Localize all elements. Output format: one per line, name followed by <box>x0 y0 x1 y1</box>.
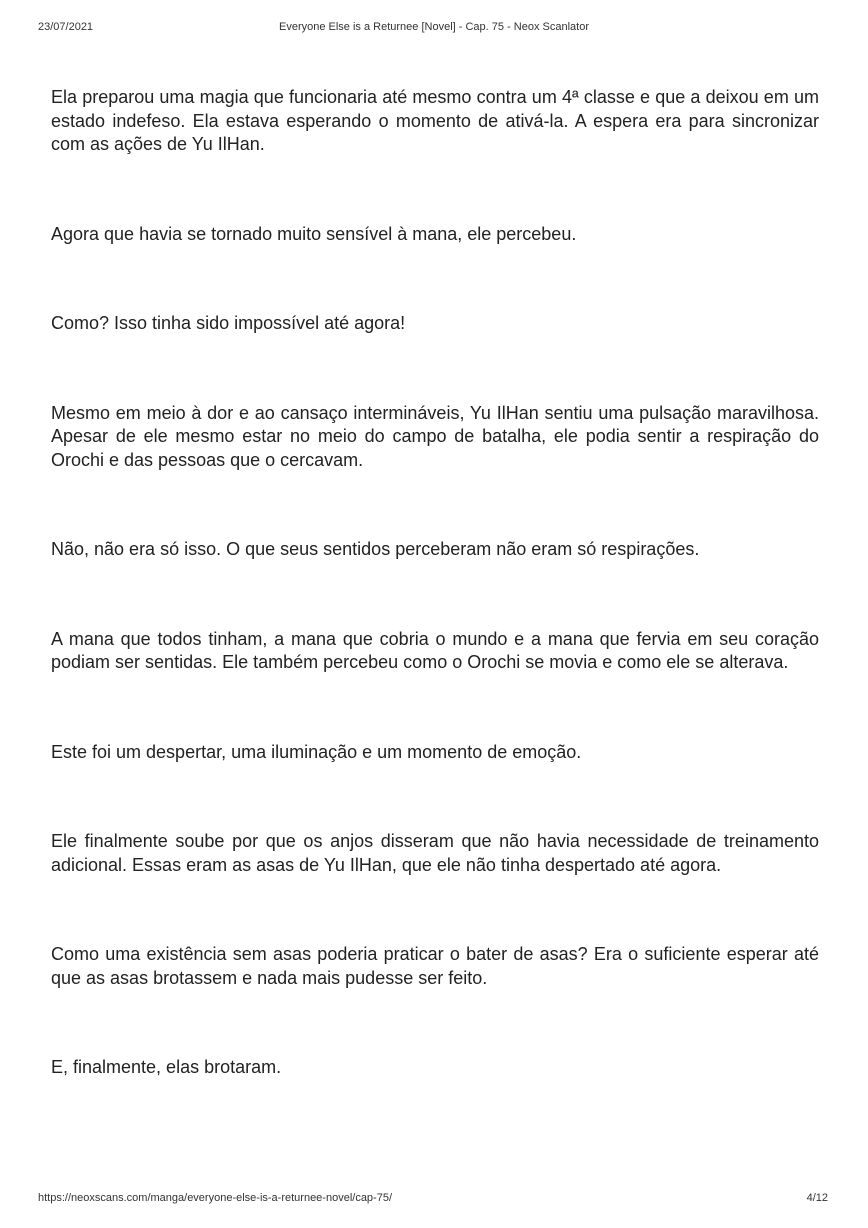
paragraph: Este foi um despertar, uma iluminação e um momento de emoção. <box>51 741 582 762</box>
page-footer <box>0 1192 868 1206</box>
source-url-link[interactable]: https://neoxscans.com/manga/everyone-else-is-a-returnee-novel/cap-75/ <box>38 1192 393 1204</box>
paragraph: Ele finalmente soube por que os anjos disseram que não havia necessidade de treinamento adicional. Essas eram as asas de Yu IlHan, que ele não tinha despertado até agora. <box>51 831 819 875</box>
paragraph: Agora que havia se tornado muito sensível à mana, ele percebeu. <box>51 223 577 244</box>
paragraph: A mana que todos tinham, a mana que cobria o mundo e a mana que fervia em seu coração podiam ser sentidas. Ele também percebeu como o Orochi se movia e como ele se alterava. <box>51 628 819 672</box>
page-header <box>0 21 868 35</box>
paragraph: Mesmo em meio à dor e ao cansaço intermináveis, Yu IlHan sentiu uma pulsação maravilhosa. Apesar de ele mesmo estar no meio do campo de batalha, ele podia sentir a respiração do Orochi e das pessoas que o cercavam. <box>51 402 819 470</box>
paragraph: Não, não era só isso. O que seus sentidos perceberam não eram só respirações. <box>51 539 700 559</box>
page-title: Everyone Else is a Returnee [Novel] - Cap. 75 - Neox Scanlator <box>279 21 589 33</box>
paragraph: Como uma existência sem asas poderia praticar o bater de asas? Era o suficiente esperar até que as asas brotassem e nada mais pudesse ser feito. <box>51 944 819 988</box>
chapter-text <box>51 86 819 1080</box>
paragraph: E, finalmente, elas brotaram. <box>51 1057 282 1077</box>
page-number: 4/12 <box>806 1192 828 1204</box>
paragraph: Ela preparou uma magia que funcionaria até mesmo contra um 4ª classe e que a deixou em um estado indefeso. Ela estava esperando o momento de ativá-la. A espera era para sincronizar com as ações de Yu IlHan. <box>51 87 819 154</box>
paragraph: Como? Isso tinha sido impossível até agora! <box>51 313 406 333</box>
print-date: 23/07/2021 <box>38 21 94 33</box>
